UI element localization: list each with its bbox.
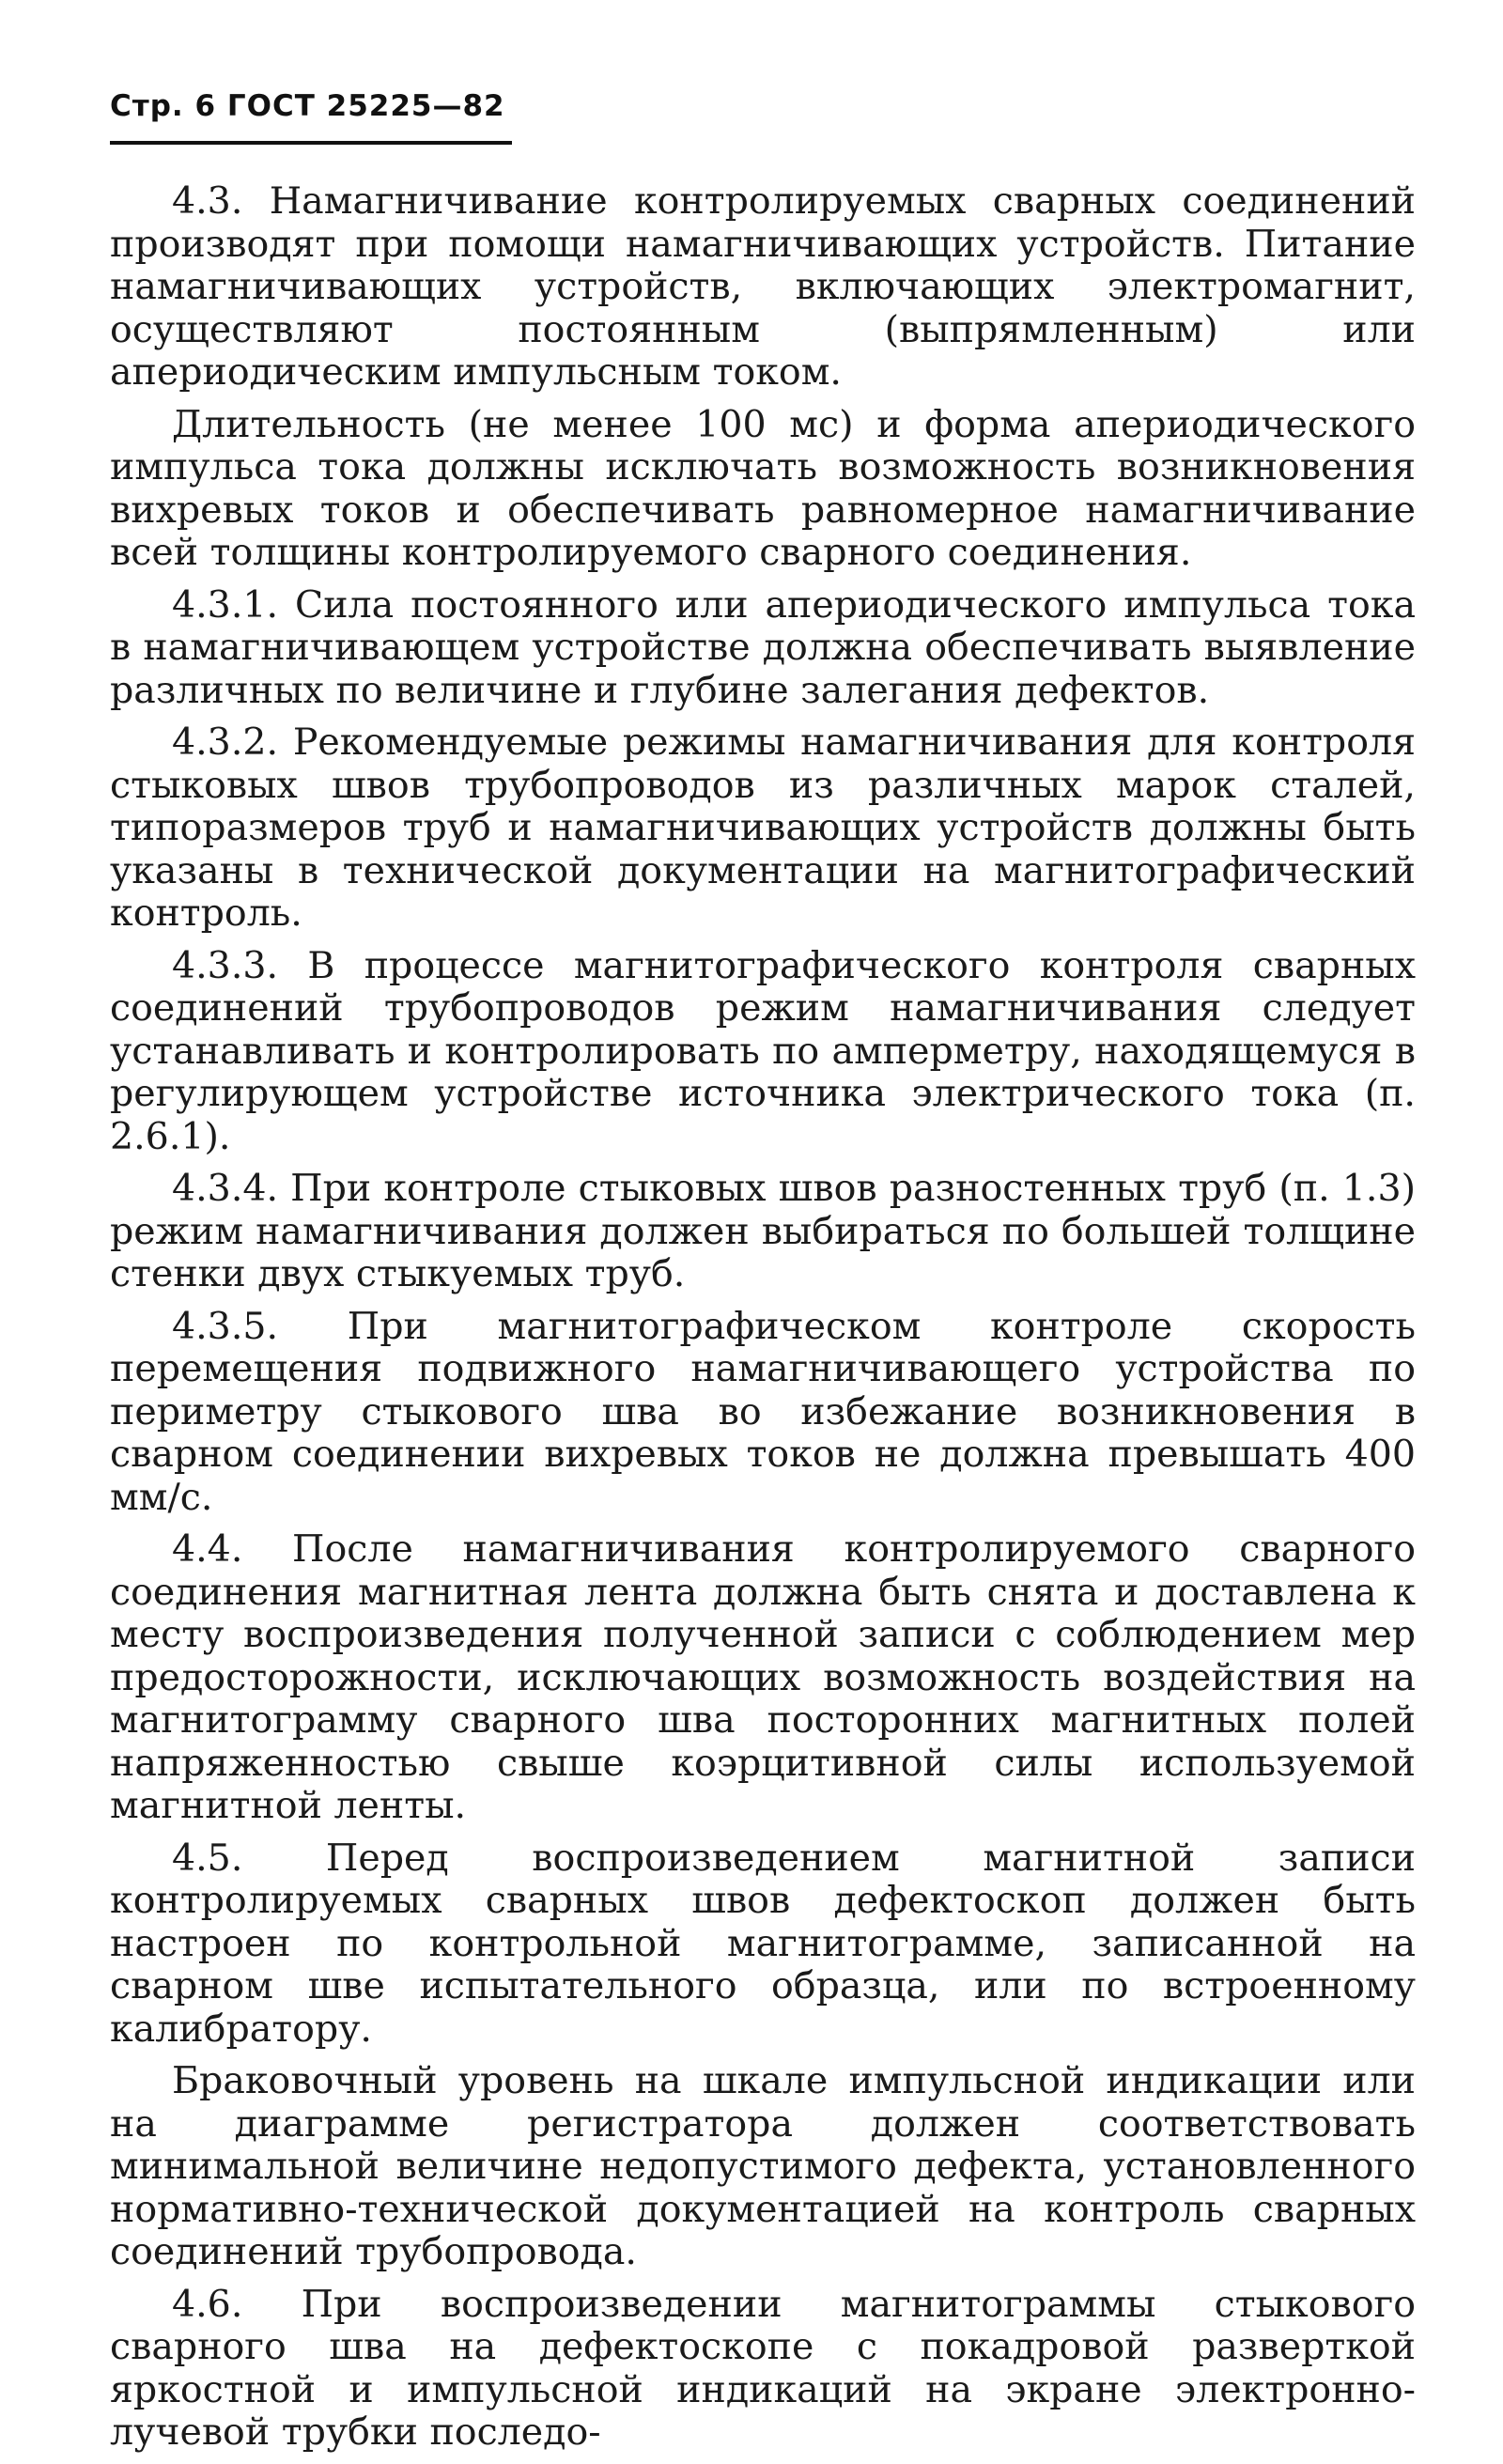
paragraph-4-5-reject-level: Браковочный уровень на шкале импульсной индикации или на диаграмме регистратора должен соответствовать минимальной величине недопустимого дефекта, установленного нормативно-технической документацией на контроль сварных соединений трубопровода. xyxy=(110,2059,1416,2273)
paragraph-4-3-2: 4.3.2. Рекомендуемые режимы намагничивания для контроля стыковых швов трубопроводов из различных марок сталей, типоразмеров труб и намагничивающих устройств должны быть указаны в технической документации на магнитографический контроль. xyxy=(110,721,1416,935)
paragraph-4-3-4: 4.3.4. При контроле стыковых швов разностенных труб (п. 1.3) режим намагничивания должен выбираться по большей толщине стенки двух стыкуемых труб. xyxy=(110,1167,1416,1295)
paragraph-4-3-3: 4.3.3. В процессе магнитографического контроля сварных соединений трубопроводов режим намагничивания следует устанавливать и контролировать по амперметру, находящемуся в регулирующем устройстве источника электрического тока (п. 2.6.1). xyxy=(110,943,1416,1158)
paragraph-4-3-duration: Длительность (не менее 100 мс) и форма апериодического импульса тока должны исключать возможность возникновения вихревых токов и обеспечивать равномерное намагничивание всей толщины контролируемого сварного соединения. xyxy=(110,402,1416,574)
paragraph-4-5: 4.5. Перед воспроизведением магнитной записи контролируемых сварных швов дефектоскоп должен быть настроен по контрольной магнитограмме, записанной на сварном шве испытательного образца, или по встроенному калибратору. xyxy=(110,1836,1416,2051)
paragraph-4-4: 4.4. После намагничивания контролируемого сварного соединения магнитная лента должна быть снята и доставлена к месту воспроизведения полученной записи с соблюдением мер предосторожности, исключающих возможность воздействия на магнитограмму сварного шва посторонних магнитных полей напряженностью свыше коэрцитивной силы используемой магнитной ленты. xyxy=(110,1527,1416,1827)
paragraph-4-6: 4.6. При воспроизведении магнитограммы стыкового сварного шва на дефектоскопе с покадровой разверткой яркостной и импульсной индикаций на экране электронно-лучевой трубки последо- xyxy=(110,2282,1416,2454)
document-body xyxy=(110,180,1416,2464)
page-header: Стр. 6 ГОСТ 25225—82 xyxy=(110,89,505,123)
paragraph-4-3-1: 4.3.1. Сила постоянного или апериодического импульса тока в намагничивающем устройстве должна обеспечивать выявление различных по величине и глубине залегания дефектов. xyxy=(110,582,1416,712)
paragraph-4-3: 4.3. Намагничивание контролируемых сварных соединений производят при помощи намагничивающих устройств. Питание намагничивающих устройств, включающих электромагнит, осуществляют постоянным (выпрямленным) или апериодическим импульсным током. xyxy=(110,179,1416,394)
header-rule xyxy=(110,141,512,145)
paragraph-4-3-5: 4.3.5. При магнитографическом контроле скорость перемещения подвижного намагничивающего устройства по периметру стыкового шва во избежание возникновения в сварном соединении вихревых токов не должна превышать 400 мм/с. xyxy=(110,1304,1416,1519)
